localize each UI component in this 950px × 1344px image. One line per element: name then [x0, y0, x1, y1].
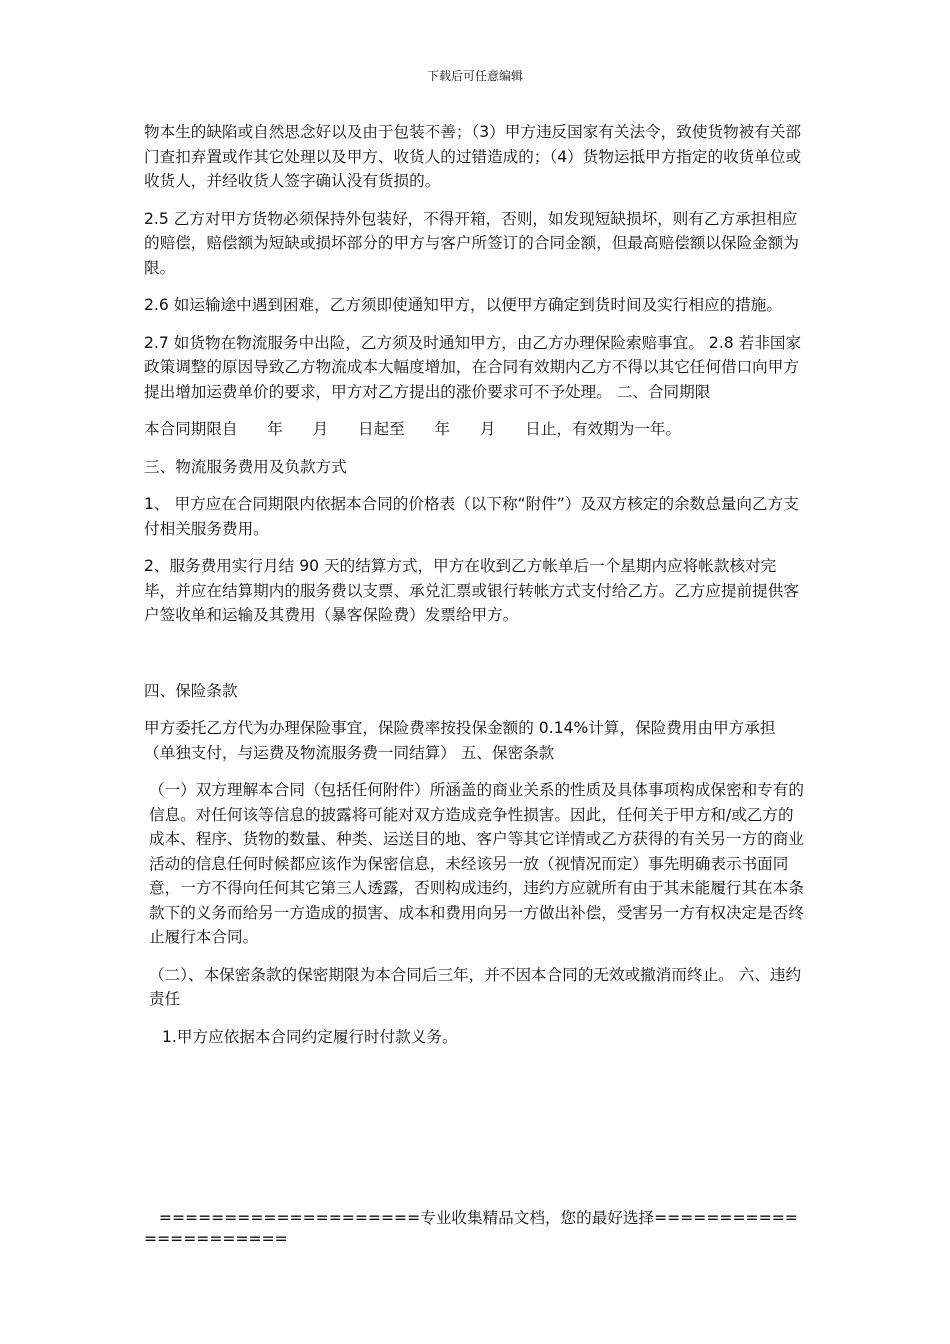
spacer: [144, 641, 806, 679]
paragraph-breach-1: 1.甲方应依据本合同约定履行时付款义务。: [162, 1027, 458, 1046]
paragraph-confidentiality-1: （一）双方理解本合同（包括任何附件）所涵盖的商业关系的性质及具体事项构成保密和专有的信息。对任何该等信息的披露将可能对双方造成竞争性损害。因此，任何关于甲方和/或乙方的成本、程序、货物的数量、种类、运送目的地、客户等其它详情或乙方获得的有关另一方的商业活动的信息任何时候都应该作为保密信息，未经该另一放（视情况而定）事先明确表示书面同意，一方不得向任何其它第三人透露，否则构成违约，违约方应就所有由于其未能履行其在本条款下的义务而给另一方造成的损害、成本和费用向另一方做出补偿，受害另一方有权决定是否终止履行本合同。: [149, 781, 804, 946]
paragraph-2-6-transport-difficulty: 2.6 如运输途中遇到困难，乙方须即使通知甲方，以便甲方确定到货时间及实行相应的措施。: [144, 296, 782, 314]
paragraph-cargo-liability: 物本生的缺陷或自然思念好以及由于包装不善；（3）甲方违反国家有关法令，致使货物被有关部门查扣弃置或作其它处理以及甲方、收货人的过错造成的；（4）货物运抵甲方指定的收货单位或收货人，并经收货人签字确认没有货损的。: [144, 123, 802, 190]
paragraph-fee-payment-2: 2、服务费用实行月结 90 天的结算方式，甲方在收到乙方帐单后一个星期内应将帐款核对完毕，并应在结算期内的服务费以支票、承兑汇票或银行转帐方式支付给乙方。乙方应提前提供客户签收单和运输及其费用（暴客保险费）发票给甲方。: [144, 557, 799, 624]
page-header-note: 下载后可任意编辑: [426, 69, 523, 83]
page-footer-note: ====================专业收集精品文档，您的最好选择======================: [144, 1209, 798, 1248]
paragraph-2-7-insurance-claim: 2.7 如货物在物流服务中出险，乙方须及时通知甲方，由乙方办理保险索赔事宜。 2.8 若非国家政策调整的原因导致乙方物流成本大幅度增加，在合同有效期内乙方不得以其它任何借口向甲方提出增加运费单价的要求，甲方对乙方提出的涨价要求可不予处理。 二、合同期限: [144, 333, 802, 401]
document-body: [144, 120, 806, 1062]
paragraph-insurance: 甲方委托乙方代为办理保险事宜，保险费率按投保金额的 0.14%计算，保险费用由甲方承担（单独支付，与运费及物流服务费一同结算） 五、保密条款: [144, 719, 776, 762]
paragraph-confidentiality-2: （二）、本保密条款的保密期限为本合同后三年，并不因本合同的无效或撤消而终止。 六、违约责任: [149, 965, 802, 1008]
paragraph-contract-term: 本合同期限自 年 月 日起至 年 月 日止，有效期为一年。: [144, 420, 682, 438]
section-heading-fees: 三、物流服务费用及负款方式: [144, 457, 347, 476]
paragraph-fee-payment-1: 1、 甲方应在合同期限内依据本合同的价格表（以下称“附件”）及双方核定的余数总量向乙方支付相关服务费用。: [144, 495, 799, 538]
section-heading-insurance: 四、保险条款: [144, 681, 238, 700]
paragraph-2-5-packaging: 2.5 乙方对甲方货物必须保持外包装好，不得开箱，否则，如发现短缺损坏，则有乙方承担相应的赔偿，赔偿额为短缺或损坏部分的甲方与客户所签订的合同金额，但最高赔偿额以保险金额为限。: [144, 209, 799, 277]
